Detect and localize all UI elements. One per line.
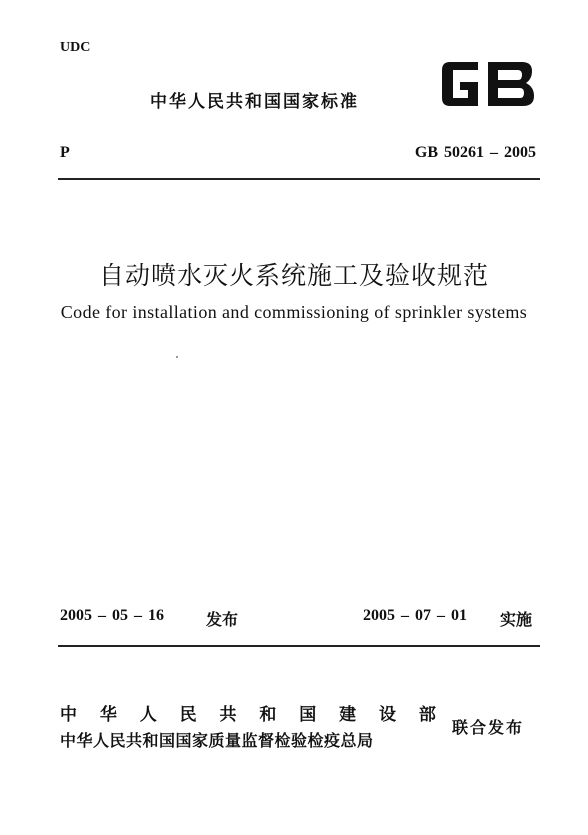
issuer-char: 和 (259, 705, 277, 725)
issuer-char: 建 (339, 705, 357, 725)
publish-date: 2005 – 05 – 16 (60, 607, 164, 624)
standard-number: GB 50261 – 2005 (414, 144, 536, 161)
bottom-divider (58, 645, 540, 647)
title-english: Code for installation and commissioning of sprinkler systems (60, 302, 528, 322)
top-divider (58, 178, 540, 180)
issuer-char: 民 (179, 705, 197, 725)
implement-label: 实施 (500, 610, 533, 629)
implement-date: 2005 – 07 – 01 (363, 607, 467, 624)
scan-speck (176, 356, 178, 358)
gb-logo (438, 56, 538, 115)
publish-label: 发布 (206, 610, 239, 629)
category-label: P (60, 144, 70, 161)
svg-text:GB: GB (487, 114, 489, 115)
title-chinese: 自动喷水灭火系统施工及验收规范 (98, 261, 489, 290)
issuer-char: 中 (60, 705, 77, 725)
joint-release-label: 联合发布 (452, 718, 525, 737)
udc-label: UDC (60, 40, 91, 55)
issuer-char: 设 (379, 705, 396, 725)
issuer-char: 共 (219, 705, 237, 725)
issuer-char: 人 (139, 705, 157, 725)
national-standard-heading: 中华人民共和国国家标准 (150, 92, 359, 112)
issuer-ministry (60, 700, 436, 725)
issuer-aqsiq: 中华人民共和国国家质量监督检验检疫总局 (60, 731, 374, 750)
issuer-char: 华 (99, 705, 117, 725)
issuer-char: 部 (418, 705, 436, 725)
issuer-char: 国 (299, 705, 317, 725)
